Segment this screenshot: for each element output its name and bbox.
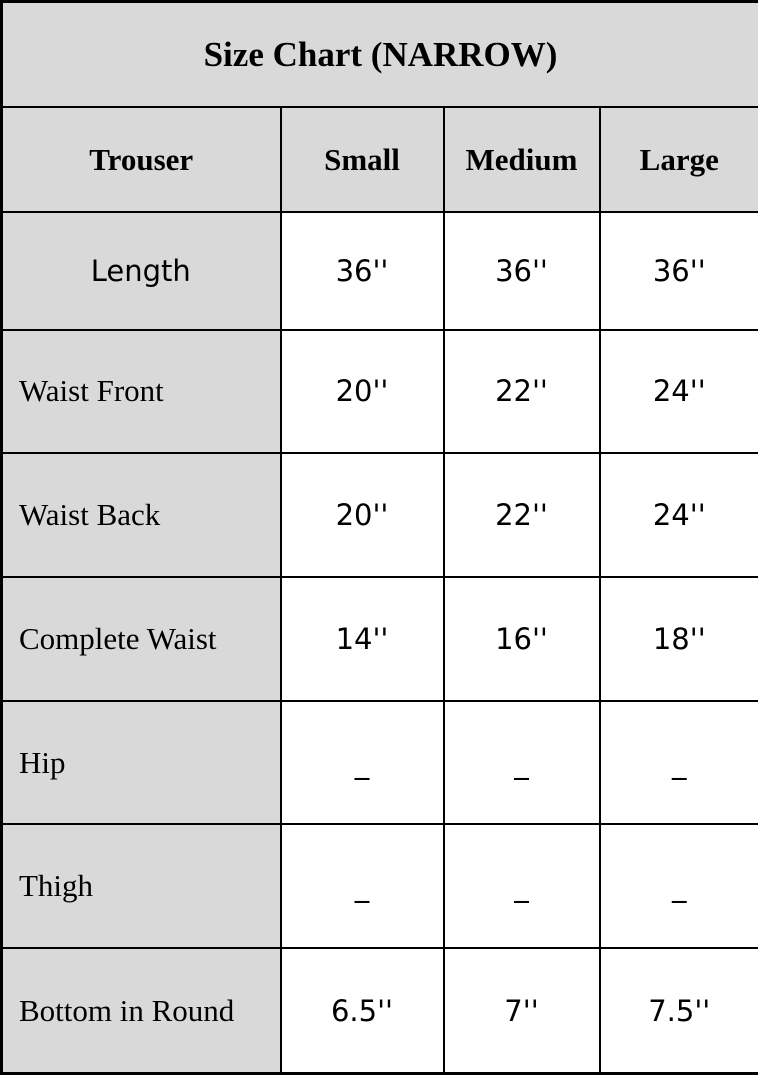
cell-waist-front-small: 20'' [281,330,444,454]
cell-thigh-large: _ [600,824,758,948]
row-label-complete-waist: Complete Waist [2,577,281,701]
table-row-thigh [2,824,758,948]
cell-waist-back-large: 24'' [600,453,758,577]
row-label-thigh: Thigh [2,824,281,948]
title-row [2,2,758,108]
col-header-large: Large [600,107,758,212]
cell-hip-medium: _ [444,701,600,825]
cell-bottom-in-round-large: 7.5'' [600,948,758,1073]
column-header-row [2,107,758,212]
row-label-bottom-in-round: Bottom in Round [2,948,281,1073]
cell-waist-back-medium: 22'' [444,453,600,577]
col-header-trouser: Trouser [2,107,281,212]
row-label-waist-back: Waist Back [2,453,281,577]
row-label-hip: Hip [2,701,281,825]
col-header-small: Small [281,107,444,212]
cell-thigh-medium: _ [444,824,600,948]
cell-waist-back-small: 20'' [281,453,444,577]
table-row-complete-waist [2,577,758,701]
cell-hip-large: _ [600,701,758,825]
row-label-waist-front: Waist Front [2,330,281,454]
table-row-bottom-in-round [2,948,758,1073]
cell-waist-front-large: 24'' [600,330,758,454]
cell-bottom-in-round-medium: 7'' [444,948,600,1073]
cell-length-small: 36'' [281,212,444,330]
row-label-length: Length [2,212,281,330]
table-row-waist-back [2,453,758,577]
cell-hip-small: _ [281,701,444,825]
cell-complete-waist-small: 14'' [281,577,444,701]
col-header-medium: Medium [444,107,600,212]
cell-complete-waist-medium: 16'' [444,577,600,701]
table-row-hip [2,701,758,825]
cell-complete-waist-large: 18'' [600,577,758,701]
cell-length-large: 36'' [600,212,758,330]
cell-bottom-in-round-small: 6.5'' [281,948,444,1073]
cell-thigh-small: _ [281,824,444,948]
table-row-waist-front [2,330,758,454]
page-title: Size Chart (NARROW) [2,2,758,108]
cell-waist-front-medium: 22'' [444,330,600,454]
cell-length-medium: 36'' [444,212,600,330]
table-row-length [2,212,758,330]
